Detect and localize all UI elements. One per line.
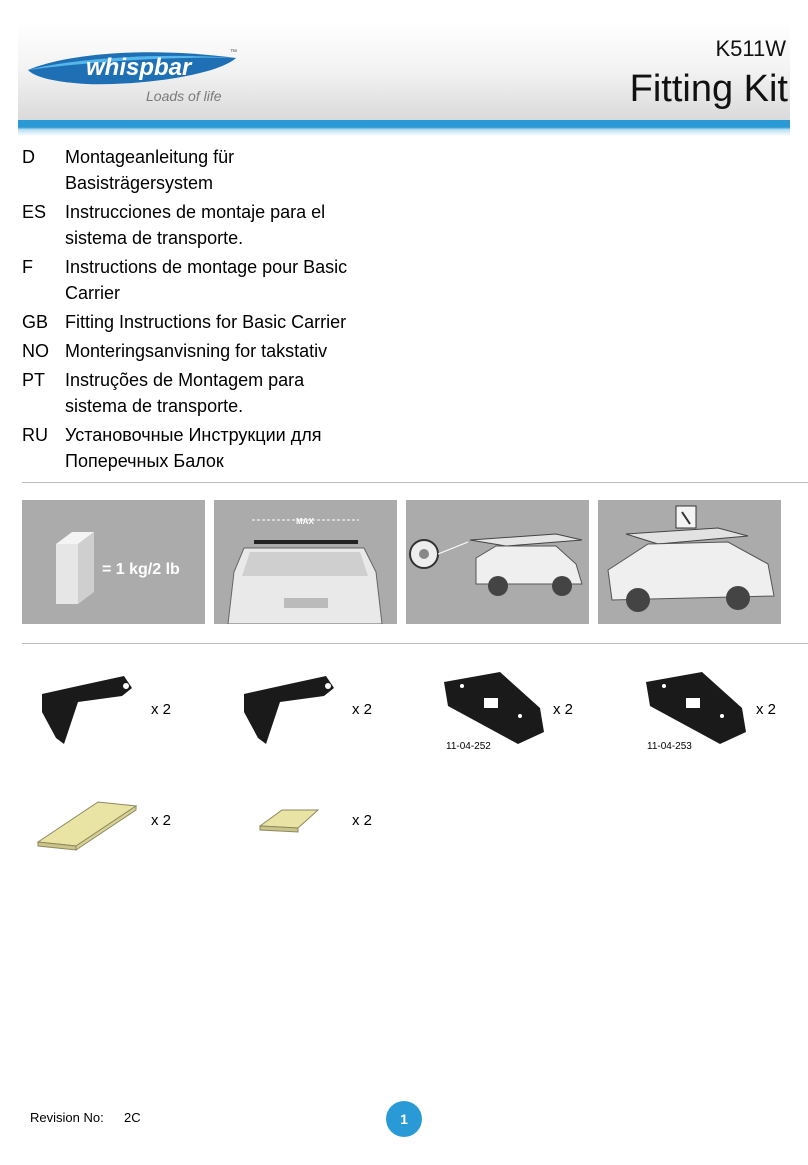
box-side bbox=[78, 532, 94, 604]
roof-bar bbox=[254, 540, 358, 544]
language-description bbox=[65, 144, 385, 196]
brand-text: whispbar bbox=[86, 54, 192, 81]
language-code: NO bbox=[22, 341, 49, 361]
wheel-front bbox=[488, 576, 508, 596]
brand-tagline: Loads of life bbox=[146, 88, 222, 104]
load-board bbox=[470, 534, 582, 546]
language-list bbox=[22, 144, 422, 477]
panel-weight-limit bbox=[22, 500, 205, 624]
bracket-shape bbox=[42, 676, 132, 744]
bracket-left bbox=[38, 672, 138, 751]
description-line: Instructions de montage pour Basic bbox=[65, 257, 348, 277]
language-description bbox=[65, 309, 385, 335]
wheel-front bbox=[626, 588, 650, 612]
foot-hole bbox=[662, 684, 666, 688]
description-line: sistema de transporte. bbox=[65, 228, 244, 248]
language-code: D bbox=[22, 147, 35, 167]
model-number: K511W bbox=[715, 36, 786, 61]
rubber-pad-small-qty: x 2 bbox=[352, 812, 373, 829]
header-accent-band bbox=[18, 120, 790, 136]
foot-hole bbox=[720, 714, 724, 718]
language-code: RU bbox=[22, 425, 48, 445]
trademark-mark: ™ bbox=[230, 49, 237, 56]
page-title: Fitting Kit bbox=[629, 68, 788, 110]
language-code: ES bbox=[22, 202, 47, 222]
rubber-pad-large bbox=[34, 798, 140, 857]
language-code: GB bbox=[22, 312, 49, 332]
load-boards bbox=[626, 528, 748, 544]
strap-pointer bbox=[438, 542, 468, 554]
foot-hole bbox=[518, 714, 522, 718]
description-line: sistema de transporte. bbox=[65, 396, 244, 416]
description-line: Instruções de Montagem para bbox=[65, 370, 305, 390]
rubber-pad-large-qty: x 2 bbox=[151, 812, 172, 829]
description-line: Fitting Instructions for Basic Carrier bbox=[65, 312, 347, 332]
revision-label: Revision No: bbox=[30, 1110, 104, 1125]
description-line: Monteringsanvisning for takstativ bbox=[65, 341, 328, 361]
pad-top bbox=[260, 810, 318, 828]
strap-core bbox=[419, 549, 429, 559]
bracket-hole bbox=[123, 683, 129, 689]
panel-strap-load bbox=[406, 500, 589, 624]
bracket-hole bbox=[325, 683, 331, 689]
max-label: MAX bbox=[296, 517, 314, 526]
language-entry-no bbox=[22, 338, 422, 364]
revision-value: 2C bbox=[124, 1110, 141, 1125]
box-front bbox=[56, 544, 78, 604]
weight-label: = 1 kg/2 lb bbox=[102, 561, 180, 578]
language-entry-es bbox=[22, 199, 422, 251]
foot-pad-a bbox=[440, 668, 550, 751]
wheel-rear bbox=[726, 586, 750, 610]
bracket-right-qty: x 2 bbox=[352, 701, 373, 718]
foot-pad-a-qty: x 2 bbox=[553, 701, 574, 718]
language-code: PT bbox=[22, 370, 46, 390]
language-entry-d bbox=[22, 144, 422, 196]
language-description bbox=[65, 254, 385, 306]
foot-slot bbox=[686, 698, 700, 708]
language-code: F bbox=[22, 257, 33, 277]
bracket-right bbox=[240, 672, 340, 751]
wheel-rear bbox=[552, 576, 572, 596]
description-line: Установочные Инструкции для bbox=[65, 425, 322, 445]
bracket-shape bbox=[244, 676, 334, 744]
foot-hole bbox=[460, 684, 464, 688]
panel-load-mount bbox=[598, 500, 781, 624]
grille bbox=[284, 598, 328, 608]
language-description bbox=[65, 422, 385, 474]
divider-middle bbox=[22, 643, 808, 644]
panel-max-spacing bbox=[214, 500, 397, 624]
foot-slot bbox=[484, 698, 498, 708]
language-entry-f bbox=[22, 254, 422, 306]
language-entry-pt bbox=[22, 367, 422, 419]
language-entry-ru bbox=[22, 422, 422, 474]
description-line: Montageanleitung für bbox=[65, 147, 235, 167]
windscreen bbox=[242, 552, 368, 576]
foot-pad-b bbox=[642, 668, 752, 751]
foot-pad-a-code: 11-04-252 bbox=[446, 741, 491, 752]
foot-pad-b-qty: x 2 bbox=[756, 701, 777, 718]
description-line: Поперечных Балок bbox=[65, 451, 224, 471]
description-line: Basisträgersystem bbox=[65, 173, 214, 193]
divider-top bbox=[22, 482, 808, 483]
description-line: Instrucciones de montaje para el bbox=[65, 202, 326, 222]
page-number-badge: 1 bbox=[386, 1101, 422, 1137]
language-description bbox=[65, 338, 385, 364]
foot-pad-b-code: 11-04-253 bbox=[647, 741, 692, 752]
description-line: Carrier bbox=[65, 283, 121, 303]
whispbar-logo bbox=[26, 40, 241, 95]
rubber-pad-small bbox=[258, 806, 322, 839]
language-entry-gb bbox=[22, 309, 422, 335]
language-description bbox=[65, 199, 385, 251]
bracket-left-qty: x 2 bbox=[151, 701, 172, 718]
language-description bbox=[65, 367, 385, 419]
